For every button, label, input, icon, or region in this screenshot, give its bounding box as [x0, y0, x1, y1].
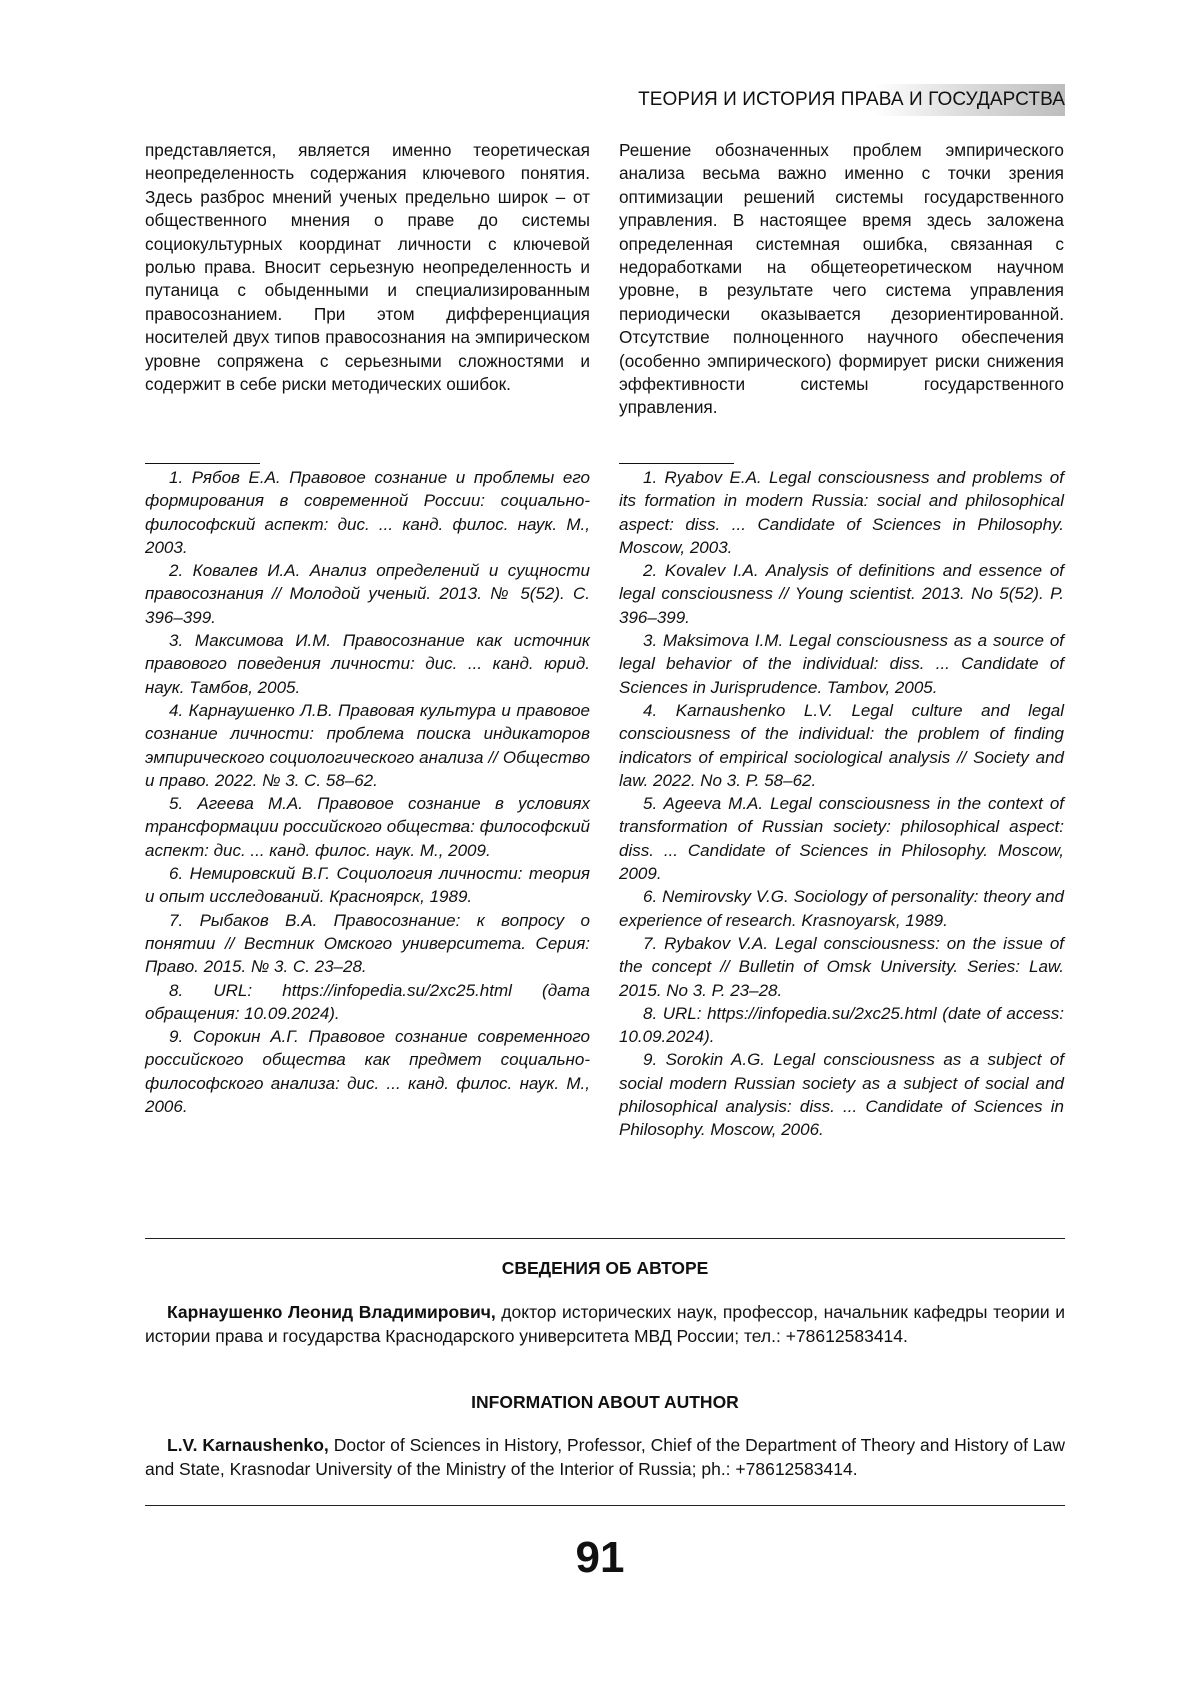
section-divider-bottom: [145, 1505, 1065, 1506]
page-number: 91: [0, 1533, 1200, 1583]
author-details-en: Doctor of Sciences in History, Professor, Chief of the Department of Theory and History of Law and State, Krasnodar University of the Ministry of the Interior of Russia; ph.: +78612583414.: [145, 1435, 1065, 1479]
reference-item: 4. Karnaushenko L.V. Legal culture and legal consciousness of the individual: the problem of finding indicators of empirical sociological analysis // Society and law. 2022. No 3. P. 58–62.: [619, 699, 1064, 792]
author-heading-ru: СВЕДЕНИЯ ОБ АВТОРЕ: [145, 1258, 1065, 1279]
author-name-en: L.V. Karnaushenko,: [167, 1435, 329, 1455]
reference-item: 5. Ageeva M.A. Legal consciousness in the context of transformation of Russian society: philosophical aspect: diss. ... Candidate of Sciences in Philosophy. Moscow, 2009.: [619, 792, 1064, 885]
author-heading-en: INFORMATION ABOUT AUTHOR: [145, 1392, 1065, 1413]
reference-item: 4. Карнаушенко Л.В. Правовая культура и правовое сознание личности: проблема поис­ка индикаторов эмпирического социологиче­ского анализа // Общество и право. 2022. № 3. С. 58–62.: [145, 699, 590, 792]
reference-item: 1. Рябов Е.А. Правовое сознание и пробле­мы его формирования в современной России: социально-философский аспект: дис. ... канд. филос. наук. М., 2003.: [145, 466, 590, 559]
reference-item: 3. Maksimova I.M. Legal consciousness as a source of legal behavior of the individual: diss. ... Candidate of Sciences in Jurisprudence. Tambov, 2005.: [619, 629, 1064, 699]
reference-item: 7. Рыбаков В.А. Правосознание: к вопросу о понятии // Вестник Омского университета. Серия: Право. 2015. № 3. С. 23–28.: [145, 909, 590, 979]
footnote-rule-right: [619, 463, 734, 464]
references-english: [619, 466, 1064, 1142]
reference-item: 5. Агеева М.А. Правовое сознание в усло­виях трансформации российского общества: философский аспект: дис. ... канд. филос. наук. М., 2009.: [145, 792, 590, 862]
running-header-title: ТЕОРИЯ И ИСТОРИЯ ПРАВА И ГОСУДАРСТВА: [638, 89, 1065, 111]
author-name-ru: Карнаушенко Леонид Владимирович,: [167, 1302, 496, 1322]
author-details-ru: доктор исторических наук, профессор, начальник кафедры теории и истории права и государства Краснодарского университета МВД России; тел.: +78612583414.: [145, 1302, 1065, 1346]
reference-item: 8. URL: https://infopedia.su/2xc25.html (date of access: 10.09.2024).: [619, 1002, 1064, 1049]
body-text-right: Решение обозначенных проблем эмпирического анализа весьма важно именно с точки зрения оптимизации решений системы государствен­ного управления. В настоящее время здесь заложена определенная системная ошибка, связанная с недоработками на общетеорети­ческом научном уровне, в результате чего си­стема управления периодически оказывается дезориентированной. Отсутствие полноценно­го научного обеспечения (особенно эмпириче­ского) формирует риски снижения эффектив­ности системы государственного управления.: [619, 139, 1064, 420]
reference-item: 8. URL: https://infopedia.su/2xc25.html (дата обращения: 10.09.2024).: [145, 979, 590, 1026]
reference-item: 3. Максимова И.М. Правосознание как источник правового поведения личности: дис. ... канд. юрид. наук. Тамбов, 2005.: [145, 629, 590, 699]
body-text-left: представляется, является именно теоретиче­ская неопределенность содержания ключевого понятия. Здесь разброс мнений ученых пре­дельно широк – от общественного мнения о праве до системы социокультурных координат личности с ключевой ролью права. Вносит се­рьезную неопределенность и путаница с обы­денными и специализированным правосозна­нием. При этом дифференциация носителей двух типов правосознания на эмпирическом уровне сопряжена с серьезными сложностями и содержит в себе риски методических ошибок.: [145, 139, 590, 396]
author-info-ru: [145, 1301, 1065, 1348]
reference-item: 6. Немировский В.Г. Социология личности: теория и опыт исследований. Красноярск, 1989.: [145, 862, 590, 909]
reference-item: 9. Sorokin A.G. Legal consciousness as a subject of social modern Russian society as a subject of social and philosophical analysis: diss. ... Candidate of Sciences in Philosophy. Moscow, 2006.: [619, 1048, 1064, 1141]
reference-item: 6. Nemirovsky V.G. Sociology of personality: theory and experience of research. Krasnoyarsk, 1989.: [619, 885, 1064, 932]
reference-item: 7. Rybakov V.A. Legal consciousness: on the issue of the concept // Bulletin of Omsk University. Series: Law. 2015. No 3. P. 23–28.: [619, 932, 1064, 1002]
references-russian: [145, 466, 590, 1118]
section-divider-top: [145, 1238, 1065, 1239]
author-info-en: [145, 1434, 1065, 1481]
reference-item: 9. Сорокин А.Г. Правовое сознание совре­менного российского общества как предмет социально-философского анализа: дис. ... канд. филос. наук. М., 2006.: [145, 1025, 590, 1118]
reference-item: 2. Kovalev I.A. Analysis of definitions and essence of legal consciousness // Young scientist. 2013. No 5(52). P. 396–399.: [619, 559, 1064, 629]
running-header: [610, 84, 1065, 116]
reference-item: 2. Ковалев И.А. Анализ определений и сущ­ности правосознания // Молодой ученый. 2013. № 5(52). С. 396–399.: [145, 559, 590, 629]
reference-item: 1. Ryabov E.A. Legal consciousness and problems of its formation in modern Russia: social and philosophical aspect: diss. ... Candidate of Sciences in Philosophy. Moscow, 2003.: [619, 466, 1064, 559]
footnote-rule-left: [145, 463, 260, 464]
